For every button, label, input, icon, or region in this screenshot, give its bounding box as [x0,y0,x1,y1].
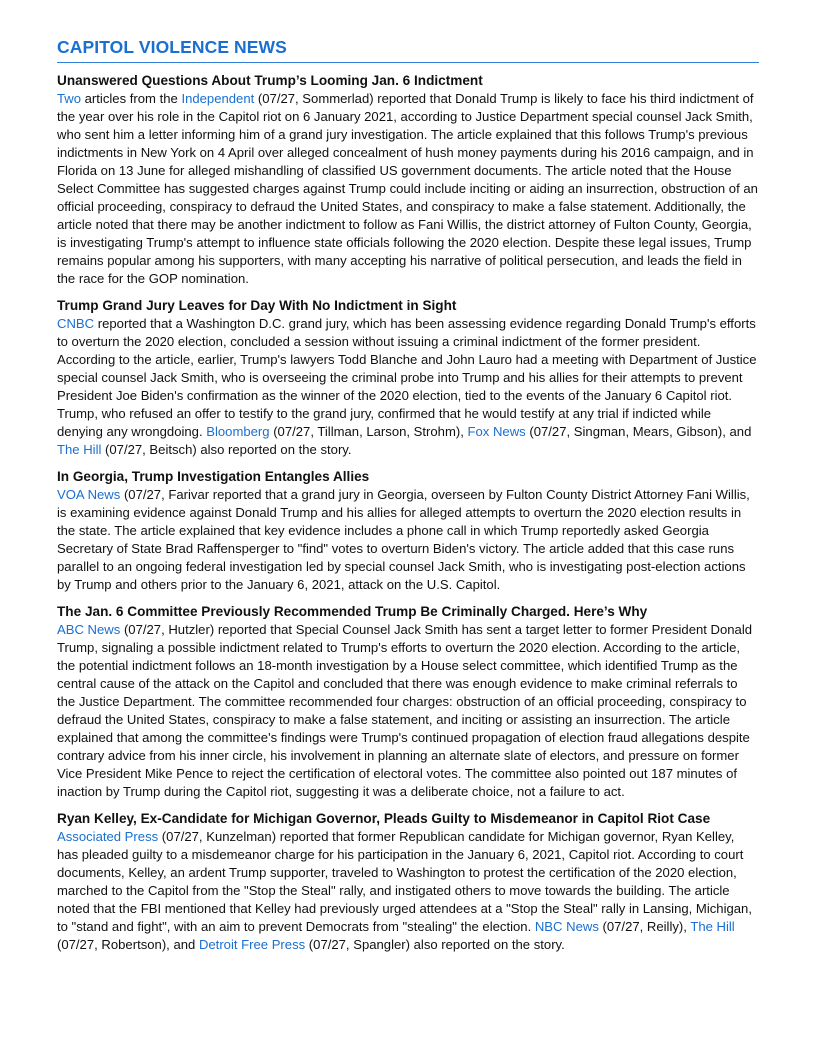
article-body [57,828,759,954]
article-text: (07/27, Tillman, Larson, Strohm), [269,424,468,439]
article-text: (07/27, Farivar reported that a grand jury in Georgia, overseen by Fulton County District Attorney Fani Willis, is examining evidence against Donald Trump and his allies for alleged attempts to overturn the 2020 election results in the state. The article explained that key evidence includes a phone call in which Trump reportedly asked Georgia Secretary of State Brad Raffensperger to "find" votes to overturn Biden's victory. The article added that this case runs parallel to an ongoing federal investigation led by special counsel Jack Smith, who is investigating post-election actions by Trump and others prior to the January 6, 2021, attack on the U.S. Capitol. [57,487,750,592]
article-item [57,468,759,594]
article-item [57,72,759,288]
source-link[interactable]: Detroit Free Press [198,937,306,952]
article-text: (07/27, Reilly), [598,919,691,934]
article-text: (07/27, Robertson), and [57,937,199,952]
source-link[interactable]: Associated Press [57,829,159,844]
article-body [57,315,759,459]
article-body [57,486,759,594]
article-text: (07/27, Singman, Mears, Gibson), and [525,424,752,439]
article-headline: Unanswered Questions About Trump’s Looming Jan. 6 Indictment [57,73,483,88]
article-text: reported that a Washington D.C. grand jury, which has been assessing evidence regarding Donald Trump's efforts to overturn the 2020 election, concluded a session without issuing a criminal indictment of the former president. According to the article, earlier, Trump's lawyers Todd Blanche and John Lauro had a meeting with Department of Justice special counsel Jack Smith, who is overseeing the criminal probe into Trump and his allies for their attempts to prevent President Joe Biden's confirmation as the winner of the 2020 election, tied to the events of the January 6 Capitol riot. Trump, who refused an offer to testify to the grand jury, confirmed that he would testify at any trial if indicted while denying any wrongdoing. [57,316,757,439]
source-link[interactable]: VOA News [57,487,121,502]
article-text: (07/27, Beitsch) also reported on the story. [101,442,352,457]
article-text: (07/27, Spangler) also reported on the story. [305,937,565,952]
article-item [57,810,759,954]
article-headline: In Georgia, Trump Investigation Entangles Allies [57,469,370,484]
article-headline: Trump Grand Jury Leaves for Day With No Indictment in Sight [57,298,457,313]
article-item [57,603,759,801]
source-link[interactable]: The Hill [57,442,102,457]
source-link[interactable]: Independent [181,91,255,106]
article-text: (07/27, Sommerlad) reported that Donald Trump is likely to face his third indictment of the year over his role in the Capitol riot on 6 January 2021, according to Justice Department special counsel Jack Smith, who sent him a letter informing him of a grand jury investigation. The article explained that this follows Trump's previous indictments in New York on 4 April over alleged concealment of hush money payments during his 2016 campaign, and in Florida on 13 June for alleged mishandling of classified US government documents. The article noted that the House Select Committee has suggested charges against Trump could include inciting or aiding an insurrection, obstruction of an official proceeding, conspiracy to defraud the United States, and conspiracy to make a false statement. Additionally, the article noted that there may be another indictment to follow as Fani Willis, the district attorney of Fulton County, Georgia, is investigating Trump's attempt to influence state officials following the 2020 election. Despite these legal issues, Trump remains popular among his supporters, with many accepting his narrative of political persecution, and leads the field in the race for the GOP nomination. [57,91,758,286]
source-link[interactable]: NBC News [534,919,599,934]
article-headline: Ryan Kelley, Ex-Candidate for Michigan Governor, Pleads Guilty to Misdemeanor in Capitol Riot Case [57,811,711,826]
article-headline: The Jan. 6 Committee Previously Recommended Trump Be Criminally Charged. Here’s Why [57,604,648,619]
section-title: CAPITOL VIOLENCE NEWS [57,36,759,63]
source-link[interactable]: The Hill [690,919,735,934]
source-link[interactable]: Bloomberg [206,424,270,439]
article-body [57,621,759,801]
article-text: (07/27, Kunzelman) reported that former Republican candidate for Michigan governor, Ryan Kelley, has pleaded guilty to a misdemeanor charge for his participation in the January 6, 2021, Capitol riot. According to court documents, Kelley, an ardent Trump supporter, traveled to Washington to protest the certification of the 2020 election, marched to the Capitol from the "Stop the Steal" rally, and instigated others to move towards the building. The article noted that the FBI mentioned that Kelley had previously urged attendees at a "Stop the Steal" rally in Lansing, Michigan, to "stand and fight", with an aim to prevent Democrats from "stealing" the election. [57,829,752,934]
article-text: articles from the [81,91,182,106]
article-item [57,297,759,459]
source-link[interactable]: CNBC [57,316,95,331]
source-link[interactable]: ABC News [57,622,121,637]
article-list [57,72,759,954]
source-link[interactable]: Two [57,91,82,106]
article-text: (07/27, Hutzler) reported that Special Counsel Jack Smith has sent a target letter to former President Donald Trump, signaling a possible indictment related to Trump's efforts to overturn the 2020 election. According to the article, the potential indictment follows an 18-month investigation by a House select committee, which identified Trump as the central cause of the attack on the Capitol and concluded that there was enough evidence to make criminal referrals to the Justice Department. The committee recommended four charges: obstruction of an official proceeding, conspiracy to defraud the United States, conspiracy to make a false statement, and inciting or assisting an insurrection. The article explained that among the committee's findings were Trump's continued propagation of election fraud allegations despite contrary advice from his inner circle, his involvement in planning an alternate slate of electors, and pressure on former Vice President Mike Pence to reject the certification of electoral votes. The committee also pointed out 187 minutes of inaction by Trump during the Capitol riot, suggesting it was a deliberate choice, not a failure to act. [57,622,753,799]
article-body [57,90,759,288]
source-link[interactable]: Fox News [467,424,526,439]
